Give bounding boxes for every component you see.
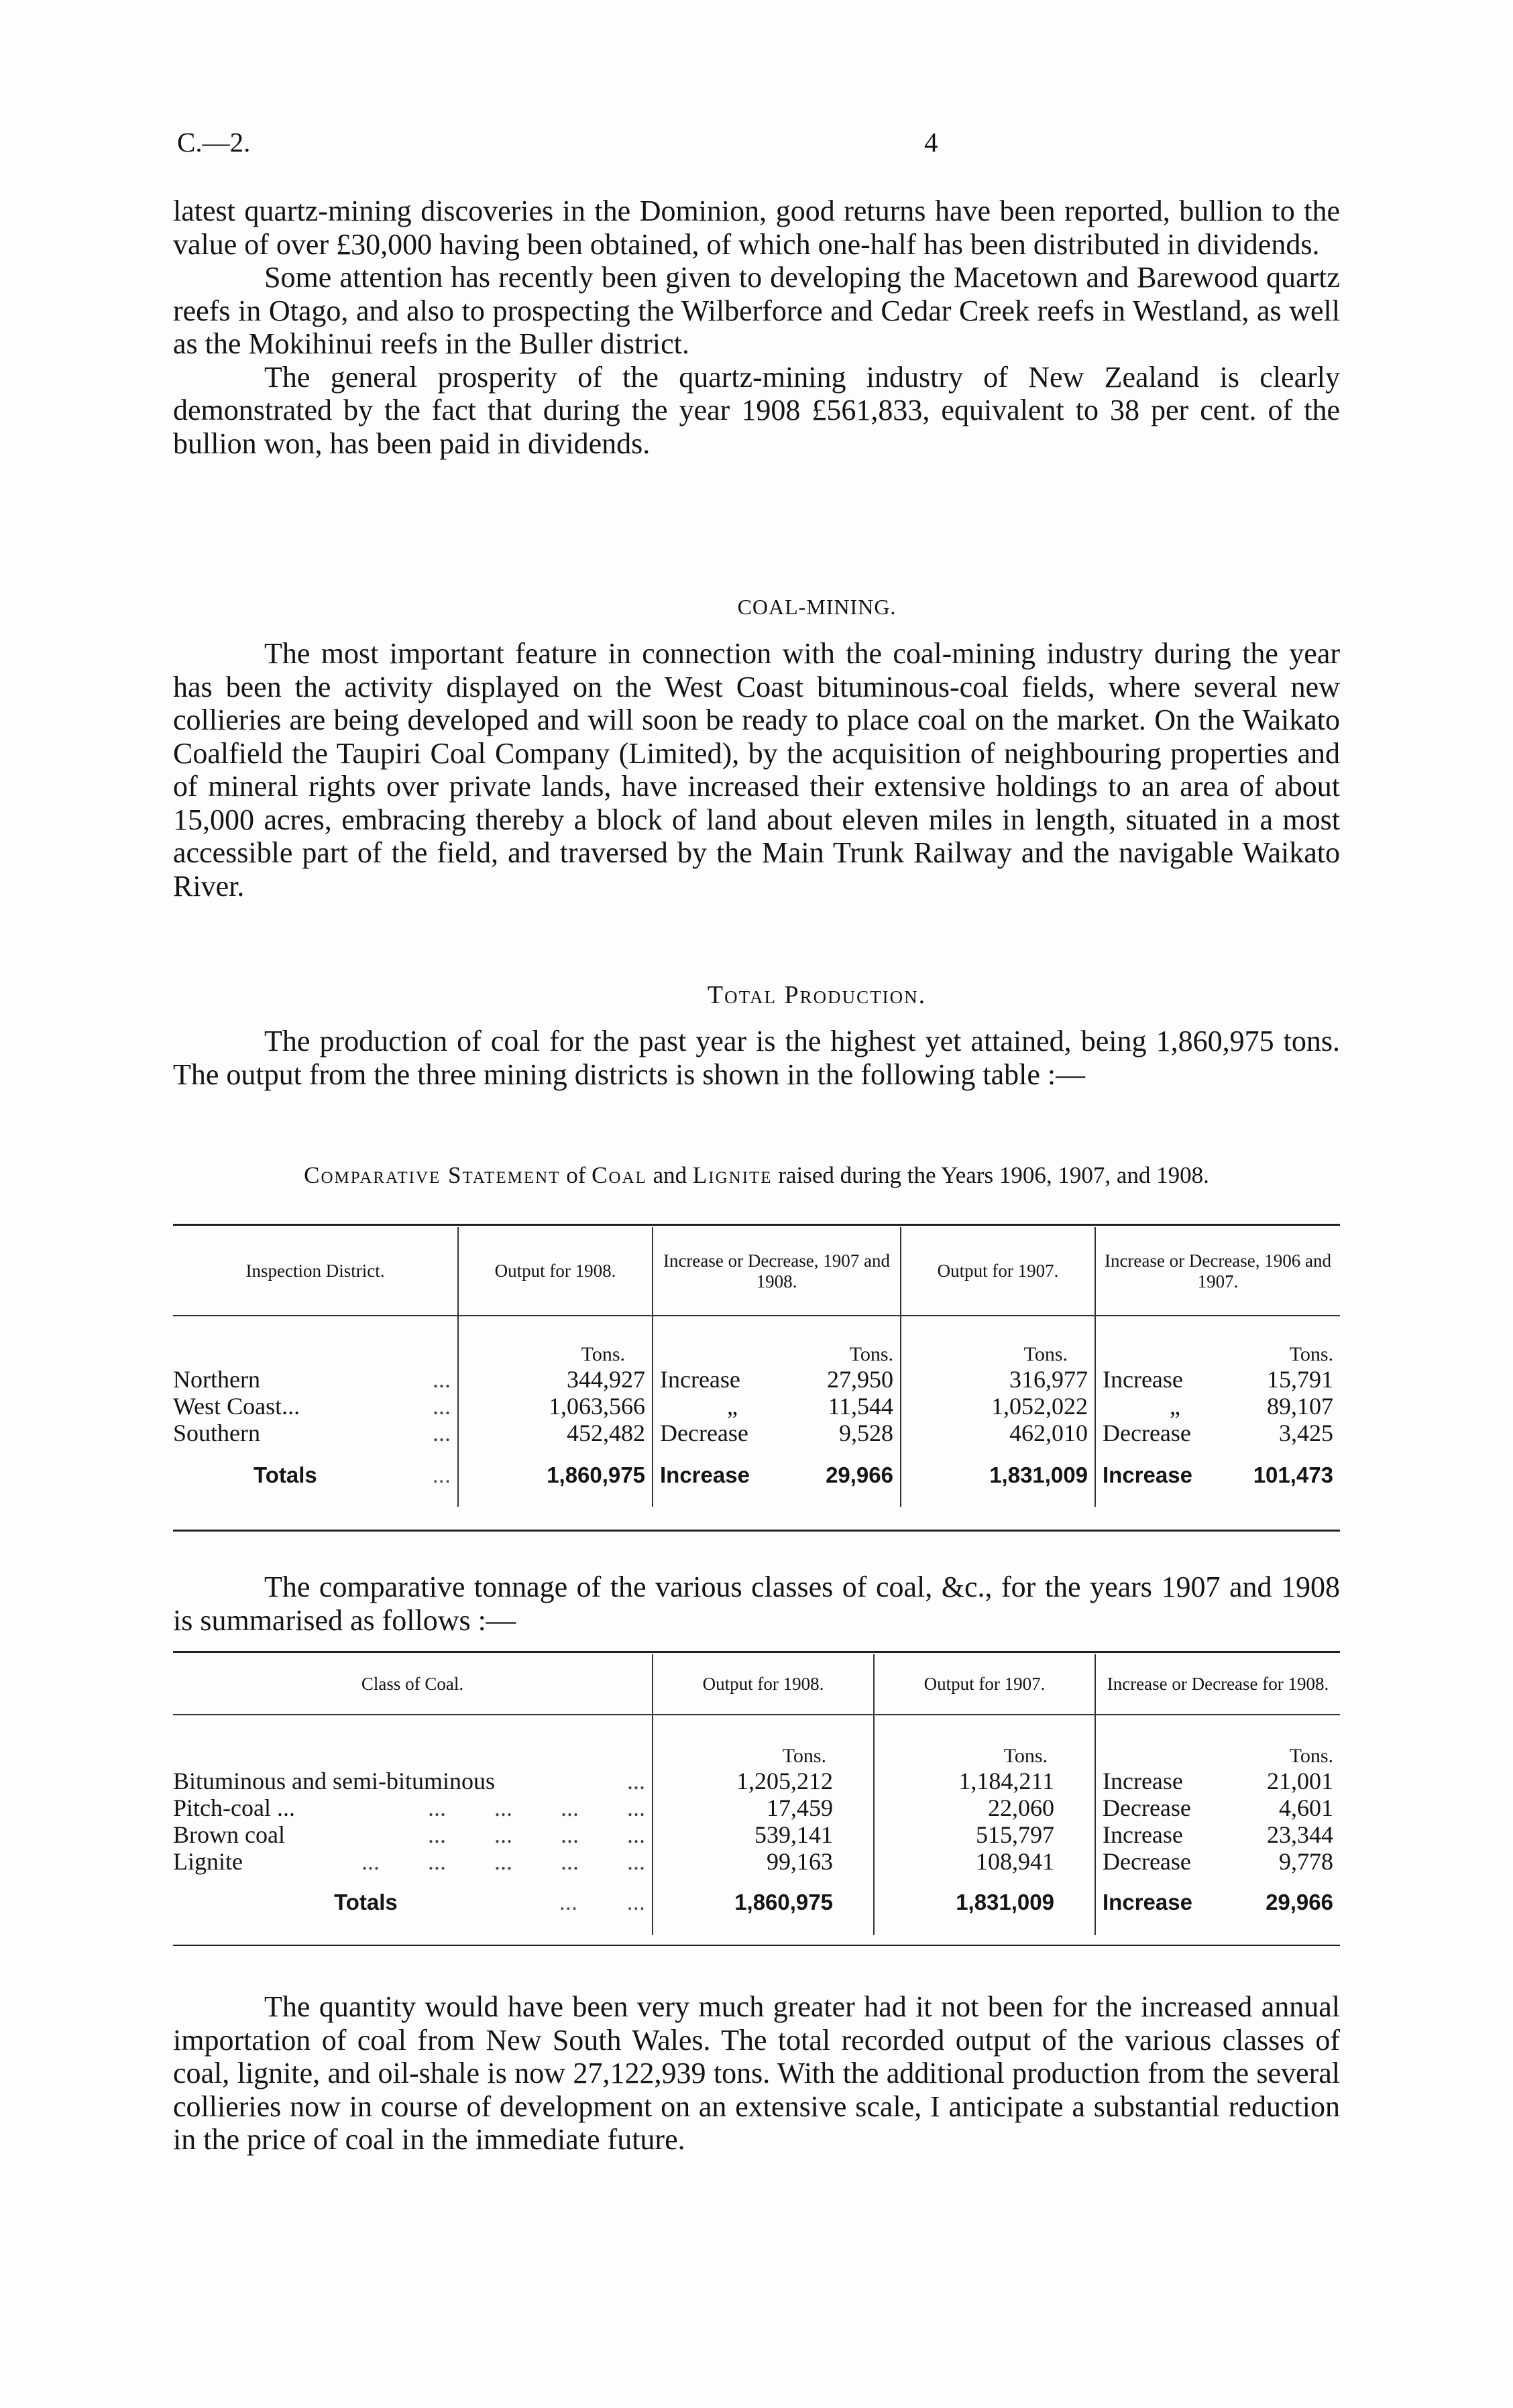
table-rule [173,1651,1340,1653]
leader-dots: ... [433,1420,451,1446]
table-cell: 15,791 [1267,1366,1333,1393]
caption-text: Lignite [692,1162,773,1188]
table1-caption [173,1162,1340,1189]
document-code: C.—2. [177,127,251,158]
table-cell: 1,205,212 [736,1768,833,1794]
table-cell: 21,001 [1267,1768,1333,1794]
table-cell: 101,473 [1253,1463,1333,1487]
table-rule [173,1530,1340,1532]
column-header: Output for 1907. [874,1654,1095,1715]
table-cell: 462,010 [1009,1420,1088,1446]
table-cell: 1,184,211 [958,1768,1054,1794]
totals-label-cell [173,1446,458,1507]
change-label: „ [1170,1393,1180,1420]
units-label: Tons. [782,1745,826,1767]
totals-label: Totals [254,1463,317,1487]
table-cell: 4,601 [1279,1794,1333,1821]
change-label: Decrease [660,1420,748,1446]
leader-dots: ... [433,1366,451,1393]
change-label: Increase [660,1366,740,1393]
caption-text: raised during the Years 1906, 1907, and 1908. [778,1162,1209,1188]
table-cell: 17,459 [767,1794,833,1821]
table-body [173,1316,1340,1446]
change-label: Increase [1103,1366,1183,1393]
table-cell: 108,941 [976,1848,1054,1875]
class-name: Bituminous and semi-bituminous [173,1768,496,1794]
coal-district-table [173,1227,1340,1507]
totals-row [173,1875,1340,1935]
table-cell: 11,544 [828,1393,893,1420]
table-cell: 452,482 [567,1420,645,1446]
column-header: Class of Coal. [361,1674,464,1694]
caption-text: Comparative Statement [304,1162,561,1188]
change-1906-1907-column [1095,1316,1340,1446]
intro-text [173,194,1340,460]
column-header: Output for 1907. [901,1227,1095,1316]
column-header: Output for 1908. [458,1227,653,1316]
coal-class-table [173,1654,1340,1935]
table-cell: 89,107 [1267,1393,1333,1420]
column-header: Increase or Decrease, 1907 and 1908. [653,1227,901,1316]
change-label: Increase [1103,1463,1192,1487]
change-label: „ [727,1393,738,1420]
leader-dots: ... ... ... ... [428,1821,645,1848]
district-name: West Coast... [173,1393,300,1420]
totals-label-cell [173,1875,653,1935]
class-name: Pitch-coal ... [173,1794,295,1821]
totals-label: Totals [334,1890,398,1914]
output-1908-column [458,1316,653,1446]
totals-change-cell [1095,1446,1340,1507]
change-label: Increase [660,1463,750,1487]
change-label: Decrease [1103,1794,1191,1821]
table-cell: 22,060 [988,1794,1054,1821]
units-label: Tons. [1003,1745,1048,1767]
paragraph: The general prosperity of the quartz-mining industry of New Zealand is clearly demonstrated by the fact that during the year 1908 £561,833, equivalent to 38 per cent. of the bullion won, has been paid in dividends. [173,360,1340,460]
caption-text: Coal [592,1162,647,1188]
table-rule [173,1945,1340,1946]
paragraph: Some attention has recently been given to developing the Macetown and Barewood quartz reefs in Otago, and also to prospecting the Wilberforce and Cedar Creek reefs in Westland, as well as the Mokihinui reefs in the Buller district. [173,261,1340,360]
district-name: Southern [173,1420,260,1446]
subheading: Total Production. [707,981,927,1009]
class-name: Lignite [173,1848,243,1875]
page-number: 4 [924,127,938,158]
paragraph: The production of coal for the past year is the highest yet attained, being 1,860,975 tons. The output from the three mining districts is shown in the following table :— [173,1025,1340,1091]
production-text [173,1025,1340,1091]
table-cell: 1,860,975 [653,1875,874,1935]
column-header: Output for 1908. [653,1654,874,1715]
paragraph: The quantity would have been very much greater had it not been for the increased annual importation of coal from New South Wales. The total recorded output of the various classes of coal, lignite, and oil-shale is now 27,122,939 tons. With the additional production from the several collieries now in course of development on an extensive scale, I anticipate a substantial reduction in the price of coal in the immediate future. [173,1990,1340,2156]
leader-dots: ... ... [559,1890,645,1914]
comparative-text [173,1570,1340,1637]
change-1908-column [1095,1715,1340,1875]
class-column [173,1715,653,1875]
output-1908-column [653,1715,874,1875]
district-column [173,1316,458,1446]
table-body [173,1715,1340,1875]
paragraph: The comparative tonnage of the various classes of coal, &c., for the years 1907 and 1908 is summarised as follows :— [173,1570,1340,1637]
table-cell: 344,927 [567,1366,645,1393]
table-cell: 29,966 [1266,1890,1333,1914]
paragraph: The most important feature in connection with the coal-mining industry during the year has been the activity displayed on the West Coast bituminous-coal fields, where several new collieries are being developed and will soon be ready to place coal on the market. On the Waikato Coalfield the Taupiri Coal Company (Limited), by the acquisition of neighbouring properties and of mineral rights over private lands, have increased their extensive holdings to an area of about 15,000 acres, embracing thereby a block of land about eleven miles in length, situated in a most accessible part of the field, and traversed by the Main Trunk Railway and the navigable Waikato River. [173,637,1340,903]
table-cell: 1,831,009 [901,1446,1095,1507]
output-1907-column [901,1316,1095,1446]
section-heading: COAL-MINING. [737,595,897,619]
table-cell: 23,344 [1267,1821,1333,1848]
table-cell: 27,950 [827,1366,893,1393]
caption-text: of [566,1162,586,1188]
table-cell: 1,052,022 [991,1393,1088,1420]
leader-dots: ... [433,1393,451,1420]
change-label: Decrease [1103,1848,1191,1875]
units-label: Tons. [1023,1343,1068,1365]
change-label: Decrease [1103,1420,1191,1446]
table-cell: 1,831,009 [874,1875,1095,1935]
leader-dots: ... ... ... ... [428,1794,645,1821]
units-label: Tons. [581,1343,625,1365]
totals-change-cell [653,1446,901,1507]
coal-mining-text [173,637,1340,903]
units-label: Tons. [1289,1745,1333,1767]
leader-dots: ... ... ... ... ... [361,1848,645,1875]
totals-row [173,1446,1340,1507]
change-1907-1908-column [653,1316,901,1446]
table-header-row [173,1227,1340,1316]
leader-dots: ... [627,1768,645,1794]
column-header: Increase or Decrease for 1908. [1095,1654,1340,1715]
closing-text [173,1990,1340,2157]
totals-change-cell [1095,1875,1340,1935]
paragraph: latest quartz-mining discoveries in the Dominion, good returns have been reported, bullion to the value of over £30,000 having been obtained, of which one-half has been distributed in dividends. [173,194,1340,261]
change-label: Increase [1103,1821,1183,1848]
change-label: Increase [1103,1768,1183,1794]
table-rule [173,1224,1340,1226]
table-cell: 515,797 [976,1821,1054,1848]
table-cell: 9,778 [1279,1848,1333,1875]
district-name: Northern [173,1366,260,1393]
table-header-row [173,1654,1340,1715]
table-cell: 9,528 [839,1420,893,1446]
class-name: Brown coal [173,1821,285,1848]
caption-text: and [653,1162,687,1188]
table-cell: 539,141 [754,1821,833,1848]
column-header: Inspection District. [245,1261,385,1281]
page-header [173,126,1340,166]
leader-dots: ... [432,1463,451,1487]
units-label: Tons. [1289,1343,1333,1365]
column-header: Increase or Decrease, 1906 and 1907. [1095,1227,1340,1316]
output-1907-column [874,1715,1095,1875]
table-cell: 1,860,975 [458,1446,653,1507]
table-cell: 29,966 [826,1463,893,1487]
table-cell: 99,163 [767,1848,833,1875]
table-cell: 1,063,566 [549,1393,645,1420]
table-cell: 3,425 [1279,1420,1333,1446]
table-cell: 316,977 [1009,1366,1088,1393]
change-label: Increase [1103,1890,1192,1914]
units-label: Tons. [849,1343,893,1365]
